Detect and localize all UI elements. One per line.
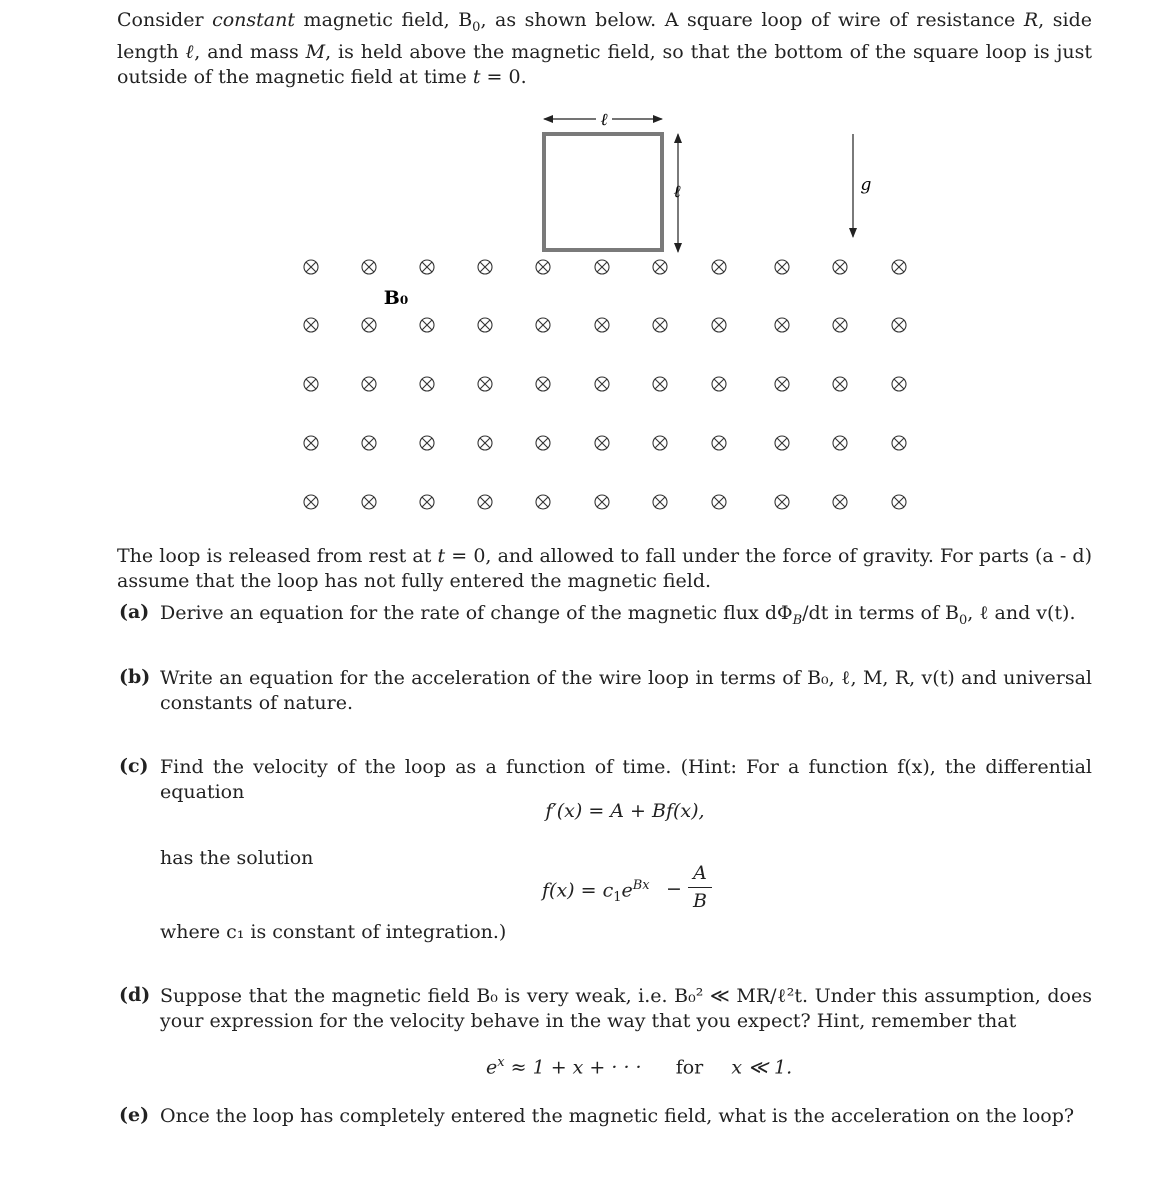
eq-denominator: B [693,890,707,912]
field-into-page-symbol [712,318,726,332]
field-into-page-symbol [420,495,434,509]
field-into-page-symbol [892,260,906,274]
field-into-page-symbol [775,260,789,274]
part-a-text: Derive an equation for the rate of change of the magnetic flux dΦ [160,602,793,624]
part-c-eq2-lhs [542,878,650,905]
field-into-page-symbol [420,436,434,450]
part-c-label: (c) [119,755,149,777]
field-into-page-symbol [595,318,609,332]
field-into-page-symbol [833,495,847,509]
field-into-page-symbol [712,260,726,274]
field-into-page-symbol [892,318,906,332]
part-c-equation-1: f′(x) = A + Bf(x), [545,800,705,822]
field-into-page-symbol [478,260,492,274]
intro-text: magnetic field, B [295,9,473,31]
field-into-page-symbol [536,318,550,332]
gravity-arrow [853,134,872,237]
loop-width-dimension [544,110,662,130]
field-into-page-symbol [775,318,789,332]
field-into-page-symbol [775,377,789,391]
intro-emphasis: constant [212,9,295,31]
release-text: = 0, and allowed to fall under the force of gravity. For parts (a - d) assume that the loop has not fully entered the magnetic field. [117,545,1092,592]
field-into-page-symbol [304,495,318,509]
eq-minus: − [666,878,682,900]
intro-text: , is held above the magnetic field, so that the bottom of the square loop is just outside of the magnetic field at time [117,40,1092,88]
field-into-page-symbol [653,260,667,274]
field-into-page-symbol [304,377,318,391]
field-into-page-symbol [833,260,847,274]
magnetic-field-figure [0,0,1171,540]
field-into-page-symbol [304,260,318,274]
intro-text: , and mass [194,40,306,63]
field-into-page-symbol [712,436,726,450]
intro-text: Consider [117,9,213,31]
intro-text: , side length [117,9,1092,63]
eq-subscript: 1 [613,890,622,906]
field-into-page-symbol [712,495,726,509]
field-into-page-symbol [775,436,789,450]
field-into-page-symbol [478,318,492,332]
part-a-text: /dt in terms of B [802,602,959,624]
field-into-page-symbol [536,260,550,274]
field-into-page-symbol [420,260,434,274]
part-a-subscript: B [792,612,803,628]
release-text: The loop is released from rest at [117,545,438,567]
release-paragraph [117,544,1092,594]
field-into-page-symbol [304,318,318,332]
intro-subscript: 0 [472,19,481,35]
eq-for: for [675,1056,704,1079]
intro-text: , as shown below. A square loop of wire of resistance [480,9,1024,31]
field-into-page-symbol [362,377,376,391]
eq-superscript: Bx [632,878,650,893]
eq-text: x ≪ 1. [731,1056,793,1079]
intro-text: = 0. [480,65,527,88]
intro-symbol-M: M [305,40,326,63]
eq-text: e [621,879,633,902]
eq-text: e [486,1056,498,1079]
field-into-page-symbol [892,495,906,509]
field-into-page-symbol [833,377,847,391]
intro-symbol-R: R [1023,9,1039,31]
part-a-question [160,601,1092,633]
field-into-page-symbol [420,318,434,332]
part-c-where: where c₁ is constant of integration.) [160,921,507,943]
field-into-page-symbol [362,318,376,332]
field-into-page-symbol [536,377,550,391]
eq-fraction-bar [688,887,712,888]
part-b-label: (b) [119,666,151,688]
loop-width-label: ℓ [600,110,608,130]
field-into-page-symbol [653,495,667,509]
part-e-label: (e) [119,1104,150,1126]
field-into-page-symbol [595,260,609,274]
part-a-label: (a) [119,601,150,623]
field-into-page-symbol [833,318,847,332]
field-into-page-symbol [653,377,667,391]
field-label: B₀ [383,287,409,309]
field-into-page-symbol [595,495,609,509]
field-into-page-symbol [595,436,609,450]
intro-symbol-l: ℓ [185,40,195,63]
part-d-equation [486,1055,792,1078]
loop-height-dimension [673,134,680,252]
field-into-page-symbol [712,377,726,391]
field-into-page-symbol [892,436,906,450]
part-b-question: Write an equation for the acceleration of the wire loop in terms of B₀, ℓ, M, R, v(t) and universal constants of nature. [160,667,1092,714]
part-d-label: (d) [119,984,151,1006]
part-d-question: Suppose that the magnetic field B₀ is very weak, i.e. B₀² ≪ MR/ℓ²t. Under this assumption, does your expression for the velocity behave in the way that you expect? Hint, remember that [160,985,1092,1032]
field-into-page-symbol [478,495,492,509]
loop-height-label: ℓ [673,182,681,202]
eq-superscript: x [497,1055,505,1070]
intro-symbol-t: t [472,65,481,88]
eq-text: f(x) = c [542,879,614,902]
release-symbol-t: t [437,545,446,567]
field-into-page-symbol [833,436,847,450]
field-into-page-symbol [595,377,609,391]
field-into-page-symbol [653,436,667,450]
field-into-page-symbol [304,436,318,450]
field-into-page-symbol [536,436,550,450]
field-into-page-symbol [536,495,550,509]
part-e-question: Once the loop has completely entered the magnetic field, what is the acceleration on the loop? [160,1105,1075,1127]
gravity-label: g [860,175,872,195]
field-into-page-symbol [420,377,434,391]
eq-numerator: A [693,862,707,884]
field-into-page-symbol [653,318,667,332]
part-a-text: , ℓ and v(t). [967,602,1076,624]
wire-loop [544,134,662,250]
eq-text: ≈ 1 + x + · · · [504,1056,642,1079]
field-into-page-symbol [478,436,492,450]
field-into-page-symbol [362,495,376,509]
part-a-subscript: 0 [959,612,968,628]
part-c-question: Find the velocity of the loop as a function of time. (Hint: For a function f(x), the differential equation [160,756,1092,803]
field-into-page-symbol [362,260,376,274]
field-into-page-symbol [775,495,789,509]
field-into-page-symbol [892,377,906,391]
field-into-page-symbol [478,377,492,391]
field-into-page-symbol [362,436,376,450]
part-c-has-solution: has the solution [160,847,314,869]
